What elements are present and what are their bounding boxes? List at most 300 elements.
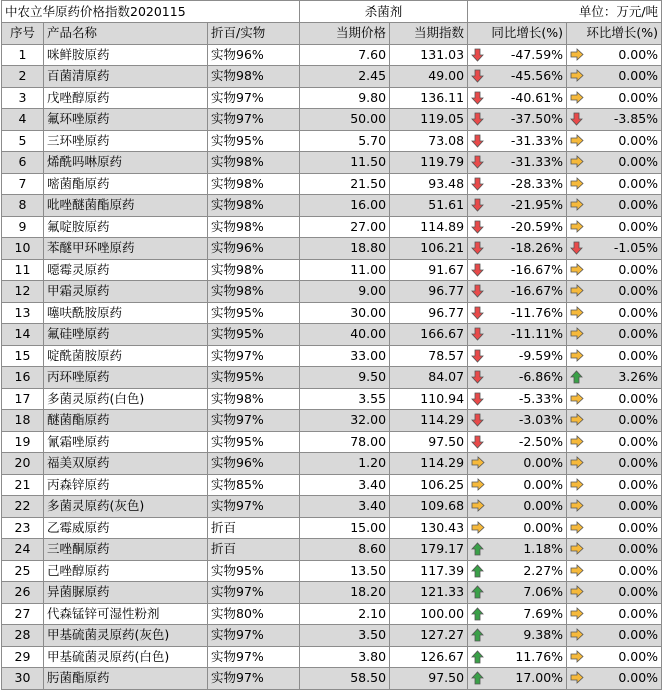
cell-spec: 实物97% — [208, 625, 300, 647]
cell-price: 18.80 — [300, 238, 390, 260]
down-arrow-icon — [471, 134, 484, 148]
flat-arrow-icon — [570, 48, 583, 62]
up-arrow-icon — [471, 671, 484, 685]
mom-value: 0.00% — [618, 283, 659, 299]
cell-yoy — [468, 367, 567, 389]
cell-index: 97.50 — [390, 668, 468, 690]
mom-value: 0.00% — [618, 68, 659, 84]
yoy-value: -5.33% — [518, 390, 564, 406]
cell-price: 3.40 — [300, 496, 390, 518]
flat-arrow-icon — [570, 134, 583, 148]
table-row — [2, 410, 662, 432]
flat-arrow-icon — [570, 349, 583, 363]
cell-index: 179.17 — [390, 539, 468, 561]
cell-yoy — [468, 173, 567, 195]
yoy-value: -28.33% — [510, 175, 564, 191]
header-spec: 折百/实物 — [208, 23, 300, 45]
table-row — [2, 345, 662, 367]
flat-arrow-icon — [570, 155, 583, 169]
cell-index: 110.94 — [390, 388, 468, 410]
table-row — [2, 324, 662, 346]
cell-yoy — [468, 539, 567, 561]
cell-name: 甲霜灵原药 — [44, 281, 208, 303]
table-row — [2, 281, 662, 303]
cell-seq: 7 — [2, 173, 44, 195]
cell-seq: 12 — [2, 281, 44, 303]
down-arrow-icon — [471, 155, 484, 169]
cell-index: 114.29 — [390, 410, 468, 432]
cell-index: 73.08 — [390, 130, 468, 152]
table-row — [2, 474, 662, 496]
cell-mom — [567, 130, 662, 152]
cell-seq: 14 — [2, 324, 44, 346]
cell-spec: 实物98% — [208, 388, 300, 410]
cell-seq: 20 — [2, 453, 44, 475]
flat-arrow-icon — [570, 435, 583, 449]
cell-yoy — [468, 625, 567, 647]
mom-value: 0.00% — [618, 261, 659, 277]
cell-price: 32.00 — [300, 410, 390, 432]
cell-price: 3.80 — [300, 646, 390, 668]
mom-value: 0.00% — [618, 347, 659, 363]
cell-spec: 实物95% — [208, 302, 300, 324]
cell-seq: 9 — [2, 216, 44, 238]
cell-price: 7.60 — [300, 44, 390, 66]
cell-name: 福美双原药 — [44, 453, 208, 475]
table-row — [2, 216, 662, 238]
yoy-value: -9.59% — [518, 347, 564, 363]
cell-mom — [567, 216, 662, 238]
cell-price: 78.00 — [300, 431, 390, 453]
cell-spec: 折百 — [208, 539, 300, 561]
cell-seq: 13 — [2, 302, 44, 324]
flat-arrow-icon — [570, 499, 583, 513]
flat-arrow-icon — [570, 650, 583, 664]
table-row — [2, 646, 662, 668]
cell-price: 40.00 — [300, 324, 390, 346]
cell-mom — [567, 668, 662, 690]
flat-arrow-icon — [471, 456, 484, 470]
cell-seq: 1 — [2, 44, 44, 66]
cell-seq: 23 — [2, 517, 44, 539]
cell-seq: 6 — [2, 152, 44, 174]
table-row — [2, 453, 662, 475]
up-arrow-icon — [471, 585, 484, 599]
cell-index: 131.03 — [390, 44, 468, 66]
cell-spec: 实物98% — [208, 195, 300, 217]
cell-spec: 实物95% — [208, 324, 300, 346]
cell-spec: 实物98% — [208, 259, 300, 281]
cell-name: 氟啶胺原药 — [44, 216, 208, 238]
table-row — [2, 152, 662, 174]
cell-yoy — [468, 44, 567, 66]
cell-yoy — [468, 66, 567, 88]
cell-yoy — [468, 560, 567, 582]
cell-seq: 18 — [2, 410, 44, 432]
cell-price: 1.20 — [300, 453, 390, 475]
table-row — [2, 44, 662, 66]
yoy-value: -11.11% — [510, 326, 564, 342]
yoy-value: -18.26% — [510, 240, 564, 256]
cell-yoy — [468, 474, 567, 496]
flat-arrow-icon — [570, 671, 583, 685]
cell-spec: 实物98% — [208, 216, 300, 238]
cell-index: 109.68 — [390, 496, 468, 518]
title-row — [2, 1, 662, 23]
table-row — [2, 173, 662, 195]
cell-name: 啶酰菌胺原药 — [44, 345, 208, 367]
mom-value: 0.00% — [618, 390, 659, 406]
cell-name: 多菌灵原药(白色) — [44, 388, 208, 410]
cell-name: 代森锰锌可湿性粉剂 — [44, 603, 208, 625]
cell-spec: 实物96% — [208, 238, 300, 260]
category-label: 杀菌剂 — [300, 1, 468, 23]
down-arrow-icon — [471, 327, 484, 341]
cell-mom — [567, 302, 662, 324]
yoy-value: 17.00% — [515, 670, 564, 686]
mom-value: -1.05% — [613, 240, 659, 256]
cell-price: 3.40 — [300, 474, 390, 496]
header-mom: 环比增长(%) — [567, 23, 662, 45]
cell-name: 己唑醇原药 — [44, 560, 208, 582]
mom-value: 0.00% — [618, 605, 659, 621]
yoy-value: -31.33% — [510, 132, 564, 148]
cell-price: 50.00 — [300, 109, 390, 131]
cell-index: 84.07 — [390, 367, 468, 389]
table-row — [2, 560, 662, 582]
yoy-value: -47.59% — [510, 46, 564, 62]
mom-value: 0.00% — [618, 197, 659, 213]
cell-yoy — [468, 281, 567, 303]
cell-price: 9.50 — [300, 367, 390, 389]
down-arrow-icon — [471, 220, 484, 234]
cell-spec: 实物95% — [208, 431, 300, 453]
cell-price: 5.70 — [300, 130, 390, 152]
mom-value: 0.00% — [618, 132, 659, 148]
table-row — [2, 582, 662, 604]
cell-spec: 实物96% — [208, 453, 300, 475]
cell-seq: 19 — [2, 431, 44, 453]
cell-name: 戊唑醇原药 — [44, 87, 208, 109]
cell-spec: 实物85% — [208, 474, 300, 496]
table-row — [2, 668, 662, 690]
yoy-value: 2.27% — [523, 562, 564, 578]
cell-price: 58.50 — [300, 668, 390, 690]
yoy-value: 0.00% — [523, 455, 564, 471]
table-row — [2, 603, 662, 625]
mom-value: 0.00% — [618, 412, 659, 428]
cell-spec: 实物97% — [208, 410, 300, 432]
yoy-value: -40.61% — [510, 89, 564, 105]
unit-label: 单位：万元/吨 — [468, 1, 662, 23]
cell-yoy — [468, 668, 567, 690]
cell-seq: 28 — [2, 625, 44, 647]
cell-name: 丙森锌原药 — [44, 474, 208, 496]
cell-seq: 3 — [2, 87, 44, 109]
yoy-value: -16.67% — [510, 261, 564, 277]
cell-name: 噻呋酰胺原药 — [44, 302, 208, 324]
cell-mom — [567, 539, 662, 561]
flat-arrow-icon — [570, 585, 583, 599]
price-index-table — [1, 0, 662, 690]
header-yoy: 同比增长(%) — [468, 23, 567, 45]
cell-index: 106.21 — [390, 238, 468, 260]
cell-mom — [567, 410, 662, 432]
mom-value: 0.00% — [618, 627, 659, 643]
up-arrow-icon — [471, 650, 484, 664]
cell-mom — [567, 474, 662, 496]
cell-yoy — [468, 345, 567, 367]
cell-name: 多菌灵原药(灰色) — [44, 496, 208, 518]
cell-yoy — [468, 238, 567, 260]
flat-arrow-icon — [471, 521, 484, 535]
up-arrow-icon — [570, 370, 583, 384]
cell-yoy — [468, 453, 567, 475]
mom-value: 0.00% — [618, 433, 659, 449]
mom-value: 0.00% — [618, 455, 659, 471]
down-arrow-icon — [471, 435, 484, 449]
cell-mom — [567, 195, 662, 217]
cell-spec: 实物98% — [208, 152, 300, 174]
yoy-value: 7.69% — [523, 605, 564, 621]
cell-price: 2.10 — [300, 603, 390, 625]
mom-value: 0.00% — [618, 326, 659, 342]
cell-seq: 29 — [2, 646, 44, 668]
cell-seq: 11 — [2, 259, 44, 281]
yoy-value: -37.50% — [510, 111, 564, 127]
table-row — [2, 238, 662, 260]
cell-spec: 实物98% — [208, 281, 300, 303]
cell-yoy — [468, 195, 567, 217]
cell-name: 乙霉威原药 — [44, 517, 208, 539]
cell-index: 93.48 — [390, 173, 468, 195]
cell-yoy — [468, 302, 567, 324]
cell-mom — [567, 582, 662, 604]
cell-name: 异菌脲原药 — [44, 582, 208, 604]
cell-spec: 实物95% — [208, 367, 300, 389]
cell-mom — [567, 496, 662, 518]
cell-index: 136.11 — [390, 87, 468, 109]
cell-yoy — [468, 646, 567, 668]
cell-seq: 2 — [2, 66, 44, 88]
down-arrow-icon — [471, 198, 484, 212]
mom-value: 0.00% — [618, 562, 659, 578]
cell-yoy — [468, 259, 567, 281]
header-index: 当期指数 — [390, 23, 468, 45]
cell-name: 甲基硫菌灵原药(灰色) — [44, 625, 208, 647]
flat-arrow-icon — [570, 478, 583, 492]
cell-seq: 22 — [2, 496, 44, 518]
yoy-value: 11.76% — [515, 648, 564, 664]
mom-value: 0.00% — [618, 584, 659, 600]
cell-name: 三唑酮原药 — [44, 539, 208, 561]
yoy-value: -3.03% — [518, 412, 564, 428]
cell-spec: 实物97% — [208, 668, 300, 690]
table-row — [2, 195, 662, 217]
table-row — [2, 66, 662, 88]
mom-value: 0.00% — [618, 648, 659, 664]
cell-name: 肟菌酯原药 — [44, 668, 208, 690]
yoy-value: 9.38% — [523, 627, 564, 643]
yoy-value: -6.86% — [518, 369, 564, 385]
mom-value: 0.00% — [618, 218, 659, 234]
table-row — [2, 87, 662, 109]
flat-arrow-icon — [570, 413, 583, 427]
mom-value: -3.85% — [613, 111, 659, 127]
cell-index: 96.77 — [390, 302, 468, 324]
cell-spec: 实物97% — [208, 87, 300, 109]
cell-spec: 实物97% — [208, 109, 300, 131]
mom-value: 0.00% — [618, 541, 659, 557]
cell-price: 13.50 — [300, 560, 390, 582]
down-arrow-icon — [471, 392, 484, 406]
cell-index: 119.79 — [390, 152, 468, 174]
flat-arrow-icon — [471, 478, 484, 492]
cell-mom — [567, 646, 662, 668]
flat-arrow-icon — [570, 628, 583, 642]
cell-index: 121.33 — [390, 582, 468, 604]
cell-index: 127.27 — [390, 625, 468, 647]
cell-seq: 17 — [2, 388, 44, 410]
flat-arrow-icon — [570, 263, 583, 277]
cell-price: 16.00 — [300, 195, 390, 217]
table-title: 中农立华原药价格指数2020115 — [2, 1, 300, 23]
cell-price: 8.60 — [300, 539, 390, 561]
header-seq: 序号 — [2, 23, 44, 45]
cell-spec: 实物80% — [208, 603, 300, 625]
cell-name: 甲基硫菌灵原药(白色) — [44, 646, 208, 668]
cell-spec: 实物98% — [208, 66, 300, 88]
cell-yoy — [468, 87, 567, 109]
table-row — [2, 302, 662, 324]
table-row — [2, 517, 662, 539]
flat-arrow-icon — [570, 607, 583, 621]
cell-seq: 30 — [2, 668, 44, 690]
yoy-value: 1.18% — [523, 541, 564, 557]
down-arrow-icon — [471, 112, 484, 126]
cell-index: 96.77 — [390, 281, 468, 303]
flat-arrow-icon — [570, 91, 583, 105]
cell-index: 117.39 — [390, 560, 468, 582]
cell-price: 33.00 — [300, 345, 390, 367]
flat-arrow-icon — [570, 177, 583, 191]
cell-index: 49.00 — [390, 66, 468, 88]
cell-mom — [567, 431, 662, 453]
cell-seq: 8 — [2, 195, 44, 217]
down-arrow-icon — [471, 91, 484, 105]
cell-spec: 实物97% — [208, 646, 300, 668]
cell-mom — [567, 345, 662, 367]
header-name: 产品名称 — [44, 23, 208, 45]
cell-mom — [567, 259, 662, 281]
cell-name: 噁霉灵原药 — [44, 259, 208, 281]
cell-name: 百菌清原药 — [44, 66, 208, 88]
cell-price: 27.00 — [300, 216, 390, 238]
cell-price: 2.45 — [300, 66, 390, 88]
cell-name: 吡唑醚菌酯原药 — [44, 195, 208, 217]
cell-index: 100.00 — [390, 603, 468, 625]
cell-mom — [567, 44, 662, 66]
cell-mom — [567, 152, 662, 174]
cell-yoy — [468, 517, 567, 539]
cell-yoy — [468, 431, 567, 453]
cell-index: 119.05 — [390, 109, 468, 131]
down-arrow-icon — [471, 413, 484, 427]
cell-yoy — [468, 582, 567, 604]
cell-spec: 实物97% — [208, 496, 300, 518]
cell-mom — [567, 281, 662, 303]
cell-mom — [567, 173, 662, 195]
yoy-value: -31.33% — [510, 154, 564, 170]
flat-arrow-icon — [570, 521, 583, 535]
down-arrow-icon — [471, 69, 484, 83]
cell-seq: 21 — [2, 474, 44, 496]
table-row — [2, 539, 662, 561]
mom-value: 0.00% — [618, 498, 659, 514]
cell-price: 9.80 — [300, 87, 390, 109]
down-arrow-icon — [471, 177, 484, 191]
cell-spec: 实物96% — [208, 44, 300, 66]
table-row — [2, 431, 662, 453]
cell-seq: 26 — [2, 582, 44, 604]
cell-price: 21.50 — [300, 173, 390, 195]
cell-mom — [567, 453, 662, 475]
down-arrow-icon — [471, 349, 484, 363]
cell-index: 78.57 — [390, 345, 468, 367]
mom-value: 0.00% — [618, 304, 659, 320]
mom-value: 0.00% — [618, 476, 659, 492]
cell-mom — [567, 517, 662, 539]
table-row — [2, 367, 662, 389]
cell-yoy — [468, 130, 567, 152]
table-row — [2, 130, 662, 152]
flat-arrow-icon — [570, 392, 583, 406]
cell-index: 166.67 — [390, 324, 468, 346]
down-arrow-icon — [471, 284, 484, 298]
yoy-value: -45.56% — [510, 68, 564, 84]
cell-mom — [567, 388, 662, 410]
table-row — [2, 388, 662, 410]
cell-name: 苯醚甲环唑原药 — [44, 238, 208, 260]
cell-mom — [567, 87, 662, 109]
cell-yoy — [468, 388, 567, 410]
down-arrow-icon — [570, 241, 583, 255]
cell-name: 氰霜唑原药 — [44, 431, 208, 453]
cell-name: 氟硅唑原药 — [44, 324, 208, 346]
cell-yoy — [468, 109, 567, 131]
cell-index: 106.25 — [390, 474, 468, 496]
cell-mom — [567, 367, 662, 389]
yoy-value: 0.00% — [523, 498, 564, 514]
flat-arrow-icon — [570, 542, 583, 556]
cell-yoy — [468, 324, 567, 346]
down-arrow-icon — [570, 112, 583, 126]
up-arrow-icon — [471, 564, 484, 578]
cell-price: 11.50 — [300, 152, 390, 174]
down-arrow-icon — [471, 306, 484, 320]
cell-yoy — [468, 410, 567, 432]
cell-mom — [567, 324, 662, 346]
cell-index: 97.50 — [390, 431, 468, 453]
down-arrow-icon — [471, 241, 484, 255]
cell-seq: 27 — [2, 603, 44, 625]
up-arrow-icon — [471, 607, 484, 621]
cell-price: 3.55 — [300, 388, 390, 410]
cell-index: 114.29 — [390, 453, 468, 475]
table-row — [2, 259, 662, 281]
header-row — [2, 23, 662, 45]
mom-value: 0.00% — [618, 670, 659, 686]
